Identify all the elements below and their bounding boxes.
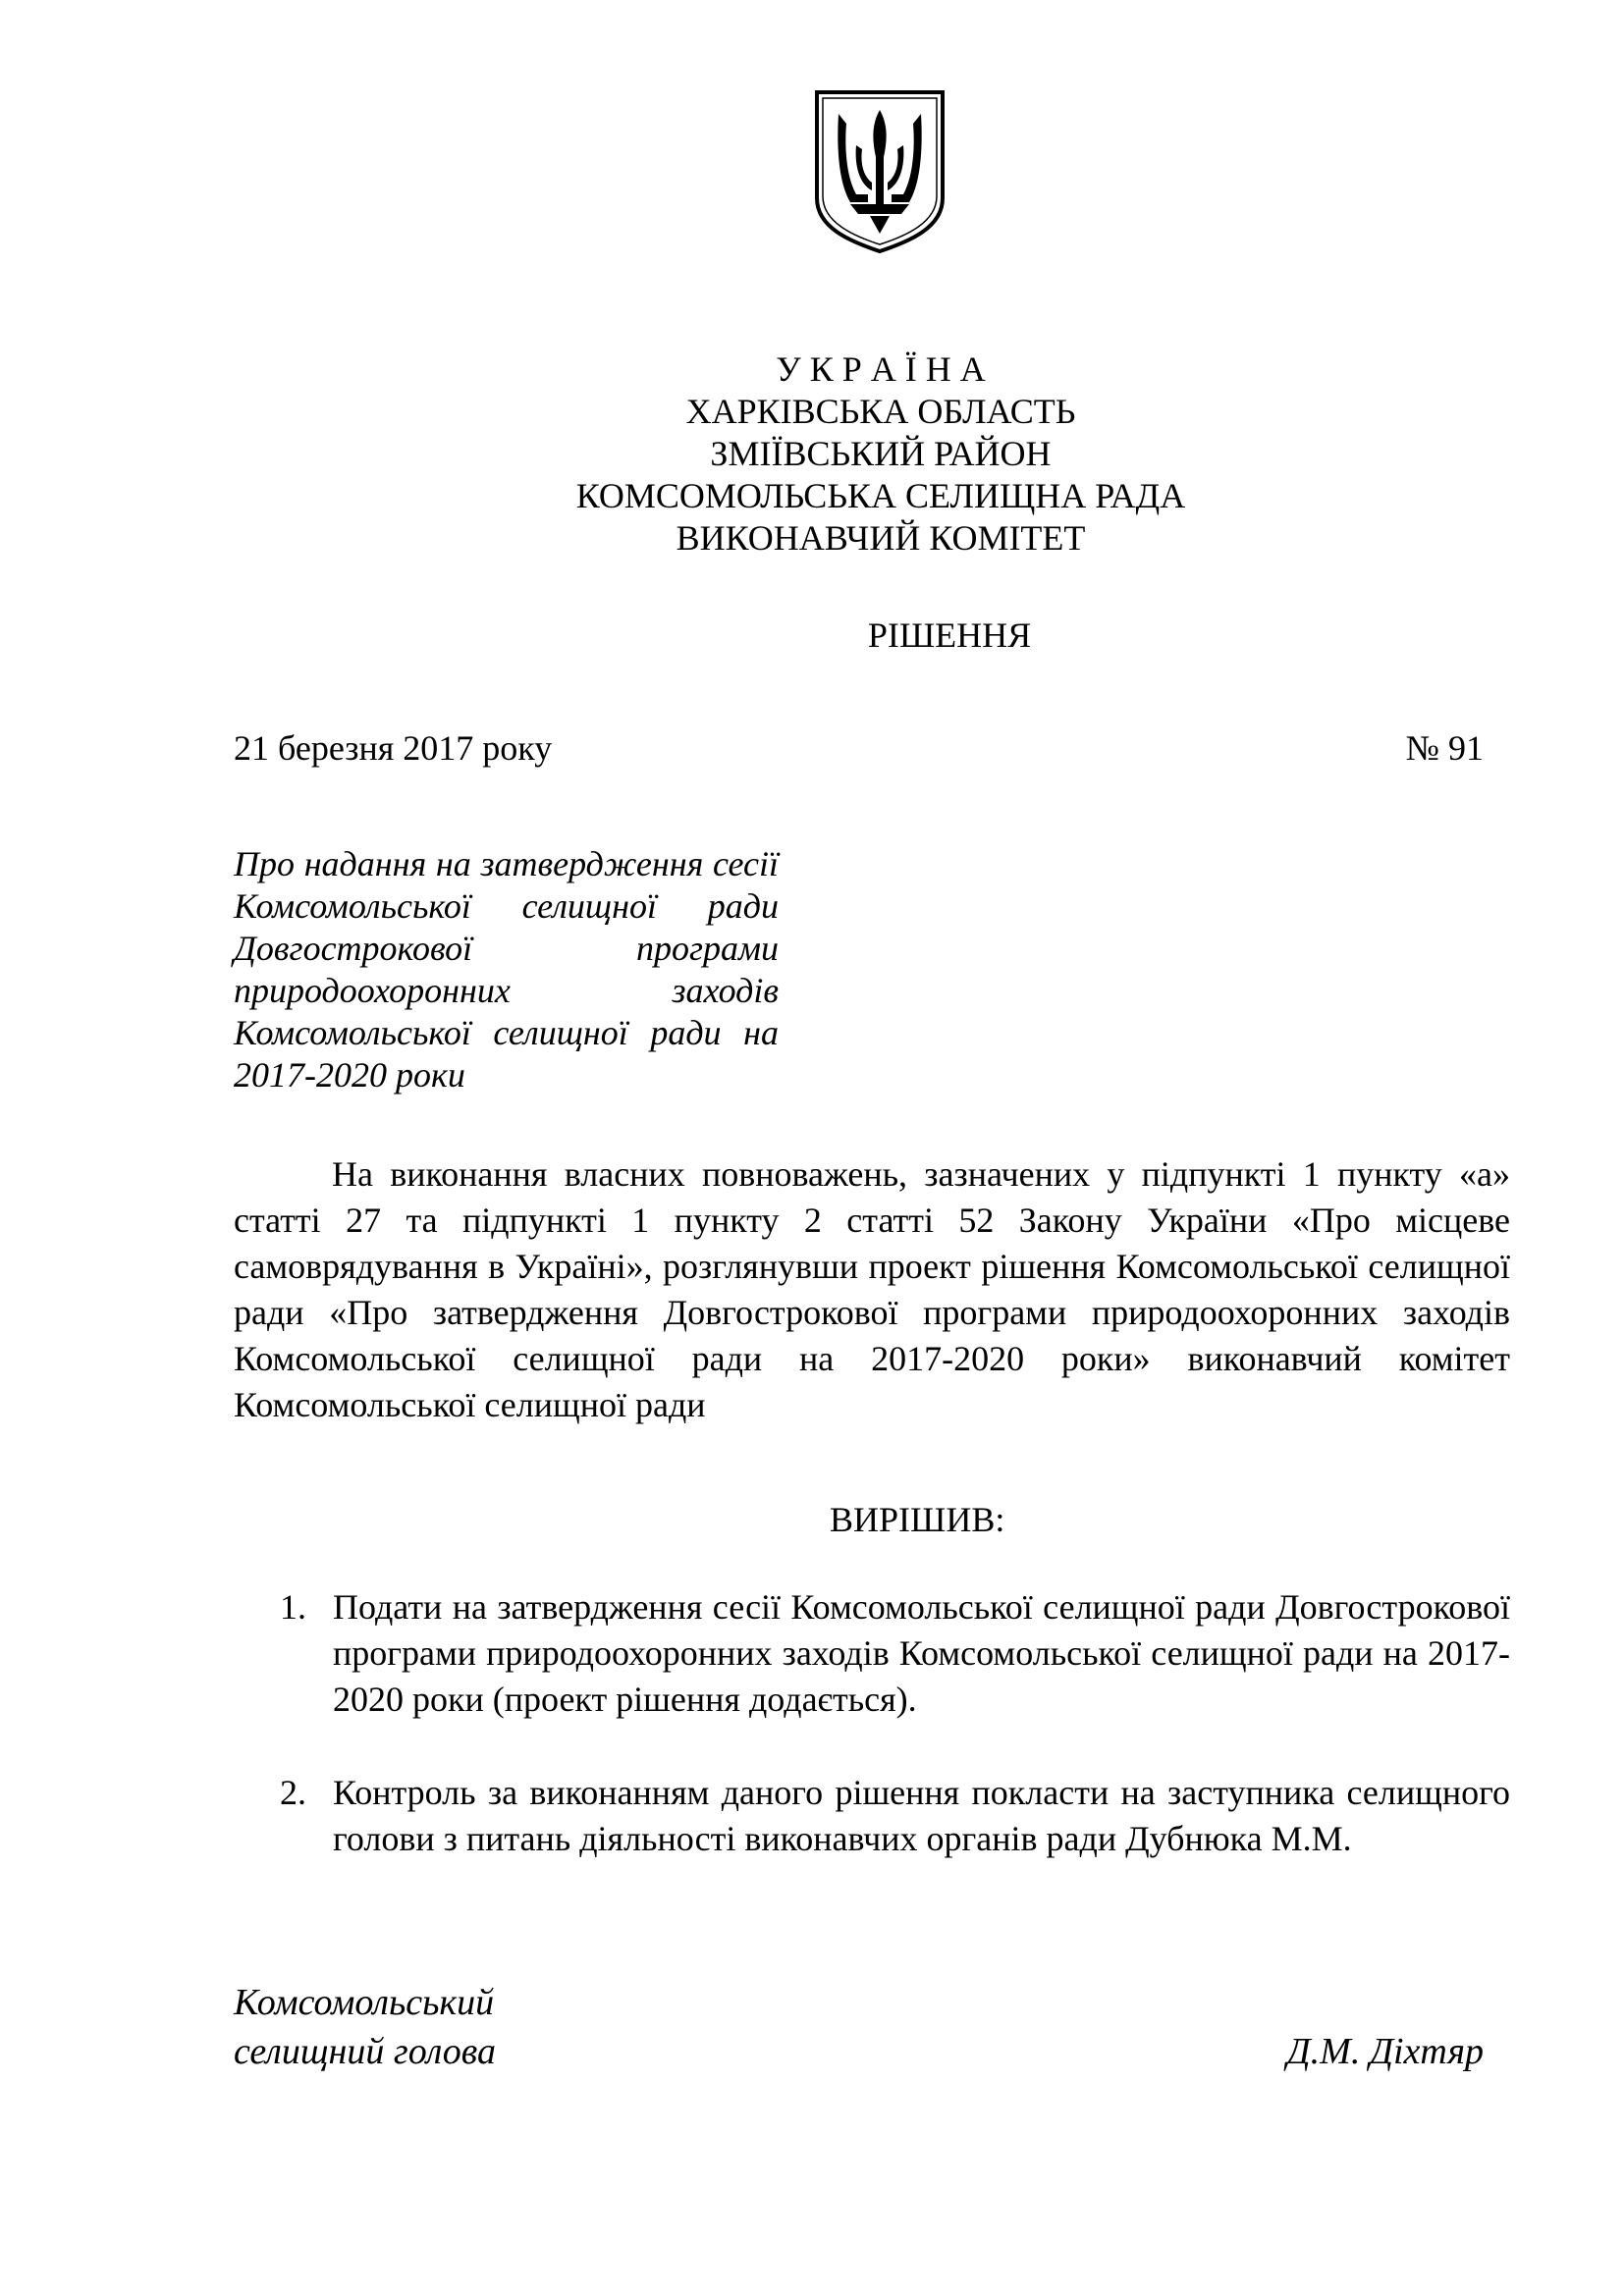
document-type: РІШЕННЯ: [867, 615, 1032, 655]
item-text: Подати на затвердження сесії Комсомольської селищної ради Довгострокової програми природоохоронних заходів Комсомольської селищної ради на 2017-2020 роки (проект рішення додається).: [333, 1587, 1510, 1719]
country-name: У К Р А Ї Н А: [776, 349, 986, 389]
item-text: Контроль за виконанням даного рішення покласти на заступника селищного голови з питань діяльності виконавчих органів ради Дубнюка М.М.: [333, 1773, 1510, 1858]
signatory-name: Д.М. Діхтяр: [1286, 2031, 1484, 2072]
document-header: [0, 348, 1624, 560]
signatory-position-line2: селищний голова: [234, 2031, 497, 2072]
item-number: 1.: [280, 1587, 306, 1627]
resolved-heading: ВИРІШИВ:: [830, 1500, 1005, 1539]
district-name: ЗМІЇВСЬКИЙ РАЙОН: [710, 434, 1052, 473]
decision-item: [280, 1584, 1510, 1723]
preamble-paragraph: На виконання власних повноважень, зазначених у підпункті 1 пункту «а» статті 27 та підпункті 1 пункту 2 статті 52 Закону України «Про місцеве самоврядування в Україні», розглянувши проект рішення Комсомольської селищної ради «Про затвердження Довгострокової програми природоохоронних заходів Комсомольської селищної ради на 2017-2020 роки» виконавчий комітет Комсомольської селищної ради: [234, 1154, 1510, 1424]
region-name: ХАРКІВСЬКА ОБЛАСТЬ: [685, 392, 1076, 431]
item-number: 2.: [280, 1773, 306, 1812]
document-subject: Про надання на затвердження сесії Комсомольської селищної ради Довгострокової програми природоохоронних заходів Комсомольської селищної ради на 2017-2020 роки: [234, 844, 779, 1095]
council-name: КОМСОМОЛЬСЬКА СЕЛИЩНА РАДА: [575, 476, 1186, 515]
document-date: 21 березня 2017 року: [234, 728, 553, 768]
committee-name: ВИКОНАВЧИЙ КОМІТЕТ: [676, 518, 1086, 558]
signatory-position: [234, 1978, 496, 2076]
decision-item: [280, 1770, 1510, 1862]
signatory-position-line1: Комсомольський: [234, 1982, 495, 2023]
trident-coat-of-arms-icon: [811, 88, 948, 255]
decision-items: [280, 1584, 1510, 1862]
document-number: № 91: [1405, 728, 1484, 768]
